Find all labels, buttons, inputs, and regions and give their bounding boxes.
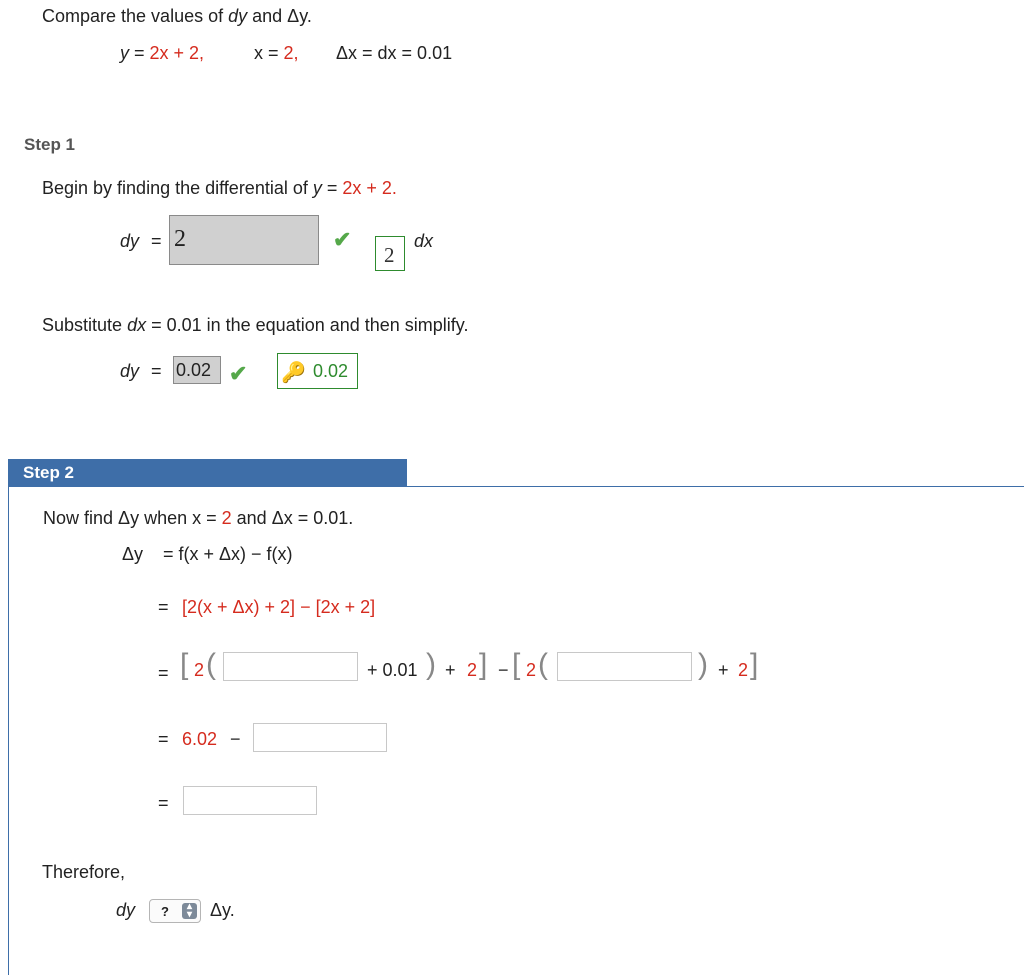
substitute-text-post: = 0.01 in the equation and then simplify. [146,315,469,335]
step2-instruction-x: x = [192,508,222,528]
dy2-hint-box [277,353,358,389]
dy2-equals: = [151,361,162,381]
line3-two-c: 2 [526,660,537,680]
step2-left-border [8,486,9,975]
given-equation [120,43,204,64]
substitute-text-pre: Substitute [42,315,128,335]
open-paren: ( [538,648,548,681]
prompt-text: Compare the values of [42,6,229,26]
check-icon: ✔ [333,227,352,252]
x-input-1[interactable] [223,652,358,681]
substitute-instruction [42,315,468,336]
substitute-dx: dx [127,315,147,335]
dy2-hint-value: 0.02 [313,361,349,381]
given-y: y [120,43,129,63]
check-icon: ✔ [229,361,248,386]
given-dx: Δx = dx = 0.01 [336,43,453,63]
dy-answer-field[interactable] [169,215,319,265]
compare-delta-y: Δy. [210,900,235,920]
line1-rhs: = f(x + Δx) − f(x) [163,544,293,564]
open-bracket: [ [512,648,521,681]
given-x-label: x = [254,43,284,63]
dy-hint-box [375,236,405,271]
line3-plus-001: + 0.01 [367,660,418,680]
dx-label: dx [414,231,434,251]
prompt-dy: dy [228,6,248,26]
compare-select-value: ? [161,904,169,919]
dy2-answer-value: 0.02 [176,360,212,380]
given-x-value: 2, [283,43,299,63]
close-bracket: ] [479,648,488,681]
line4-input[interactable] [253,723,387,752]
close-bracket: ] [750,648,759,681]
step2-label: Step 2 [23,463,75,482]
dy2-answer-field[interactable] [173,356,221,384]
step2-instruction-when: when [139,508,193,528]
open-paren: ( [206,648,216,681]
line2-equals: = [158,597,169,617]
step1-instruction-text: Begin by finding the differential of [42,178,313,198]
prompt-delta-y: Δy. [287,6,312,26]
dy-equals: = [151,231,162,251]
line3-plus: + [445,660,456,680]
given-eq: = [129,43,150,63]
chevron-updown-icon: ▴ ▾ [182,903,197,919]
step2-instruction-x-val: 2 [221,508,232,528]
line5-equals: = [158,793,169,813]
step2-instruction-and: and [231,508,272,528]
step2-instruction-dy: Δy [118,508,140,528]
compare-dy: dy [116,900,136,920]
line4-value: 6.02 [182,729,218,749]
step1-instruction-eq: = [321,178,343,198]
prompt-and: and [247,6,288,26]
line3-plus-2: + [718,660,729,680]
step2-header [8,459,407,487]
line3-equals: = [158,663,169,683]
step1-instruction-rhs: 2x + 2. [342,178,397,198]
given-x [254,43,299,64]
line4-minus: − [230,729,241,749]
line3-two-d: 2 [738,660,749,680]
line2-rhs: [2(x + Δx) + 2] − [2x + 2] [182,597,376,617]
open-bracket: [ [180,648,189,681]
close-paren: ) [426,648,436,681]
dy-hint-value: 2 [384,243,395,267]
line3-two-b: 2 [467,660,478,680]
dy2-label: dy [120,361,140,381]
step1-instruction [42,178,397,199]
dy-answer-value: 2 [174,226,186,252]
line1-lhs: Δy [122,544,144,564]
close-paren: ) [698,648,708,681]
line4-equals: = [158,729,169,749]
key-icon: 🔑 [281,362,306,384]
line3-two-a: 2 [194,660,205,680]
step2-instruction-pre: Now find [43,508,119,528]
step2-instruction-dx: Δx = 0.01. [271,508,354,528]
therefore-text: Therefore, [42,862,126,882]
compare-select[interactable] [149,899,201,923]
problem-prompt [42,6,312,27]
x-input-2[interactable] [557,652,692,681]
step1-label: Step 1 [24,135,76,154]
line3-minus: − [498,660,509,680]
given-y-rhs: 2x + 2, [149,43,205,63]
step1-instruction-y: y [312,178,322,198]
step2-divider [8,486,1024,487]
dy-label: dy [120,231,140,251]
step2-instruction [43,508,353,529]
line5-input[interactable] [183,786,317,815]
